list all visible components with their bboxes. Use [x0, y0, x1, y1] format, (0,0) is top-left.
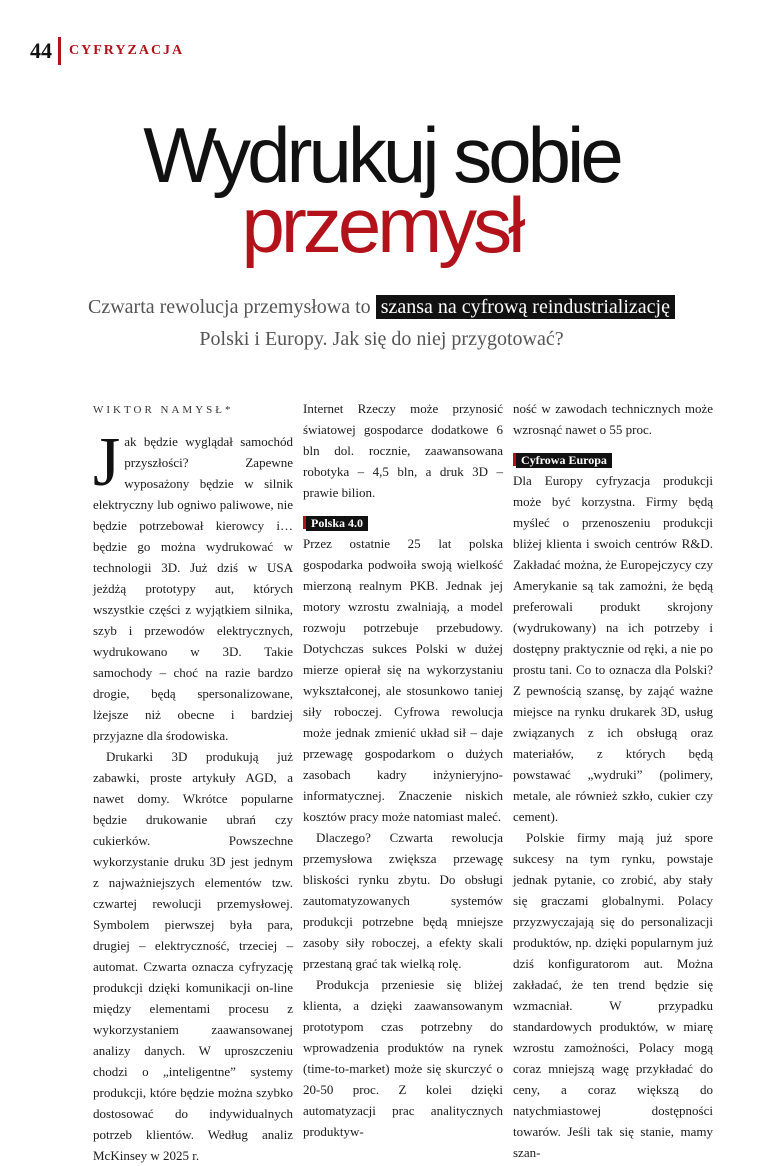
section-label: CYFRYZACJA — [69, 43, 185, 58]
header-divider — [58, 37, 61, 65]
paragraph: Drukarki 3D produkują już zabawki, proste artykuły AGD, a nawet domy. Wkrótce popularne będzie drukowanie ubrań czy cukierków. Powszechne wykorzystanie druku 3D jest jednym z najważniejszych elementów tzw. czwartej rewolucji przemysłowej. Symbolem pierwszej była para, drugiej – elektryczność, trzeciej – automat. Czwarta oznacza cyfryzację produkcji dzięki komunikacji on-line między elementami procesu z wykorzystaniem zaawansowanej analizy danych. W uproszczeniu chodzi o „inteligentne” systemy produkcji, które będzie można szybko dostosować do indywidualnych potrzeb klientów. Według analiz McKinsey w 2025 r. — [93, 749, 293, 1163]
page-header — [30, 36, 184, 66]
article-title-line1: Wydrukuj sobie — [143, 111, 620, 199]
paragraph: ność w zawodach technicznych może wzrosnąć nawet o 55 proc. — [513, 401, 713, 437]
column-3 — [513, 398, 713, 1163]
subheading-text: Polska 4.0 — [306, 516, 368, 531]
lead-line2: Polski i Europy. Jak się do niej przygotować? — [199, 328, 564, 350]
subheading — [303, 515, 503, 531]
page-number: 44 — [30, 38, 52, 63]
paragraph: Internet Rzeczy może przynosić światowej gospodarce dodatkowe 6 bln dol. rocznie, zaawansowana robotyka – 4,5 bln, a druk 3D – prawie bilion. — [303, 401, 503, 500]
subheading-text: Cyfrowa Europa — [516, 453, 612, 468]
column-2 — [303, 398, 503, 1142]
paragraph: Przez ostatnie 25 lat polska gospodarka podwoiła swoją wielkość mierzoną realnym PKB. Jednak jej motory wzrostu zwalniają, a model rozwoju potrzebuje przebudowy. Dotychczas sukces Polski w dużej mierze opierał się na wykorzystaniu wykształconej, ale stosunkowo taniej siły roboczej. Cyfrowa rewolucja może jednak zmienić układ sił – daje przewagę gospodarkom o dużych zasobach kadry inżynieryjno-informatycznej. Znaczenie niskich kosztów pracy może natomiast maleć. — [303, 536, 503, 824]
lead-line1 — [0, 296, 763, 319]
subheading — [513, 452, 713, 468]
paragraph: Polskie firmy mają już spore sukcesy na tym rynku, powstaje jednak pytanie, co zrobić, aby stały się graczami globalnymi. Polacy przyzwyczajają się do personalizacji produktów, np. dzięki popularnym już dziś konfiguratorom aut. Można zakładać, że ten trend będzie się wzmacniał. W przypadku standardowych produktów, w miarę wzrostu zamożności, Polacy mogą coraz mniejszą wagę przykładać do ceny, a coraz większą do natychmiastowej dostępności towarów. Jeśli tak się stanie, mamy szan- — [513, 830, 713, 1160]
drop-cap: J — [93, 424, 121, 501]
paragraph — [93, 424, 293, 746]
paragraph: Produkcja przeniesie się bliżej klienta, a dzięki zaawansowanym prototypom czas potrzebny do wprowadzenia produktów na rynek (time-to-market) może się skurczyć o 20-50 proc. Z kolei dzięki automatyzacji prac analitycznych produktyw- — [303, 977, 503, 1139]
paragraph: Dla Europy cyfryzacja produkcji może być korzystna. Firmy będą myśleć o przenoszeniu produkcji bliżej klienta i swoich centrów R&D. Zakładać można, że Europejczycy czy Amerykanie są tak zamożni, że będą preferowali produkt skrojony (wydrukowany) na ich potrzeby i dostępny praktycznie od ręki, a nie po prostu tani. Co to oznacza dla Polski? Z pewnością szansę, by zająć ważne miejsce na rynku drukarek 3D, usług związanych z ich obsługą oraz materiałów, z których będą powstawać „wydruki” (polimery, metale, ale również szkło, cukier czy cement). — [513, 473, 713, 824]
author-byline: WIKTOR NAMYSŁ* — [93, 404, 234, 416]
column-1 — [93, 398, 293, 1166]
article-title-line2: przemysł — [241, 181, 522, 269]
paragraph: Dlaczego? Czwarta rewolucja przemysłowa zwiększa przewagę bliskości rynku zbytu. Do obsługi zautomatyzowanych systemów produkcji potrzebne będą mniejsze zasoby siły roboczej, a efekty skali przestaną grać tak wielką rolę. — [303, 830, 503, 971]
lead-text: Czwarta rewolucja przemysłowa to — [88, 296, 376, 318]
paragraph-text: ak będzie wyglądał samochód przyszłości? Zapewne wyposażony będzie w silnik elektryczny lub ogniwo paliwowe, nie będzie potrzebował kierowcy i… będzie go można wydrukować w technologii 3D. Już dziś w USA jeżdżą prototypy aut, których wszystkie części z wyjątkiem silnika, szyb i przewodów elektrycznych, wydrukowano w 3D. Takie samochody – choć na razie bardzo drogie, będą spersonalizowane, lżejsze niż obecne i bardziej przyjazne dla środowiska. — [93, 434, 293, 743]
lead-highlight: szansa na cyfrową reindustrializację — [376, 295, 675, 319]
